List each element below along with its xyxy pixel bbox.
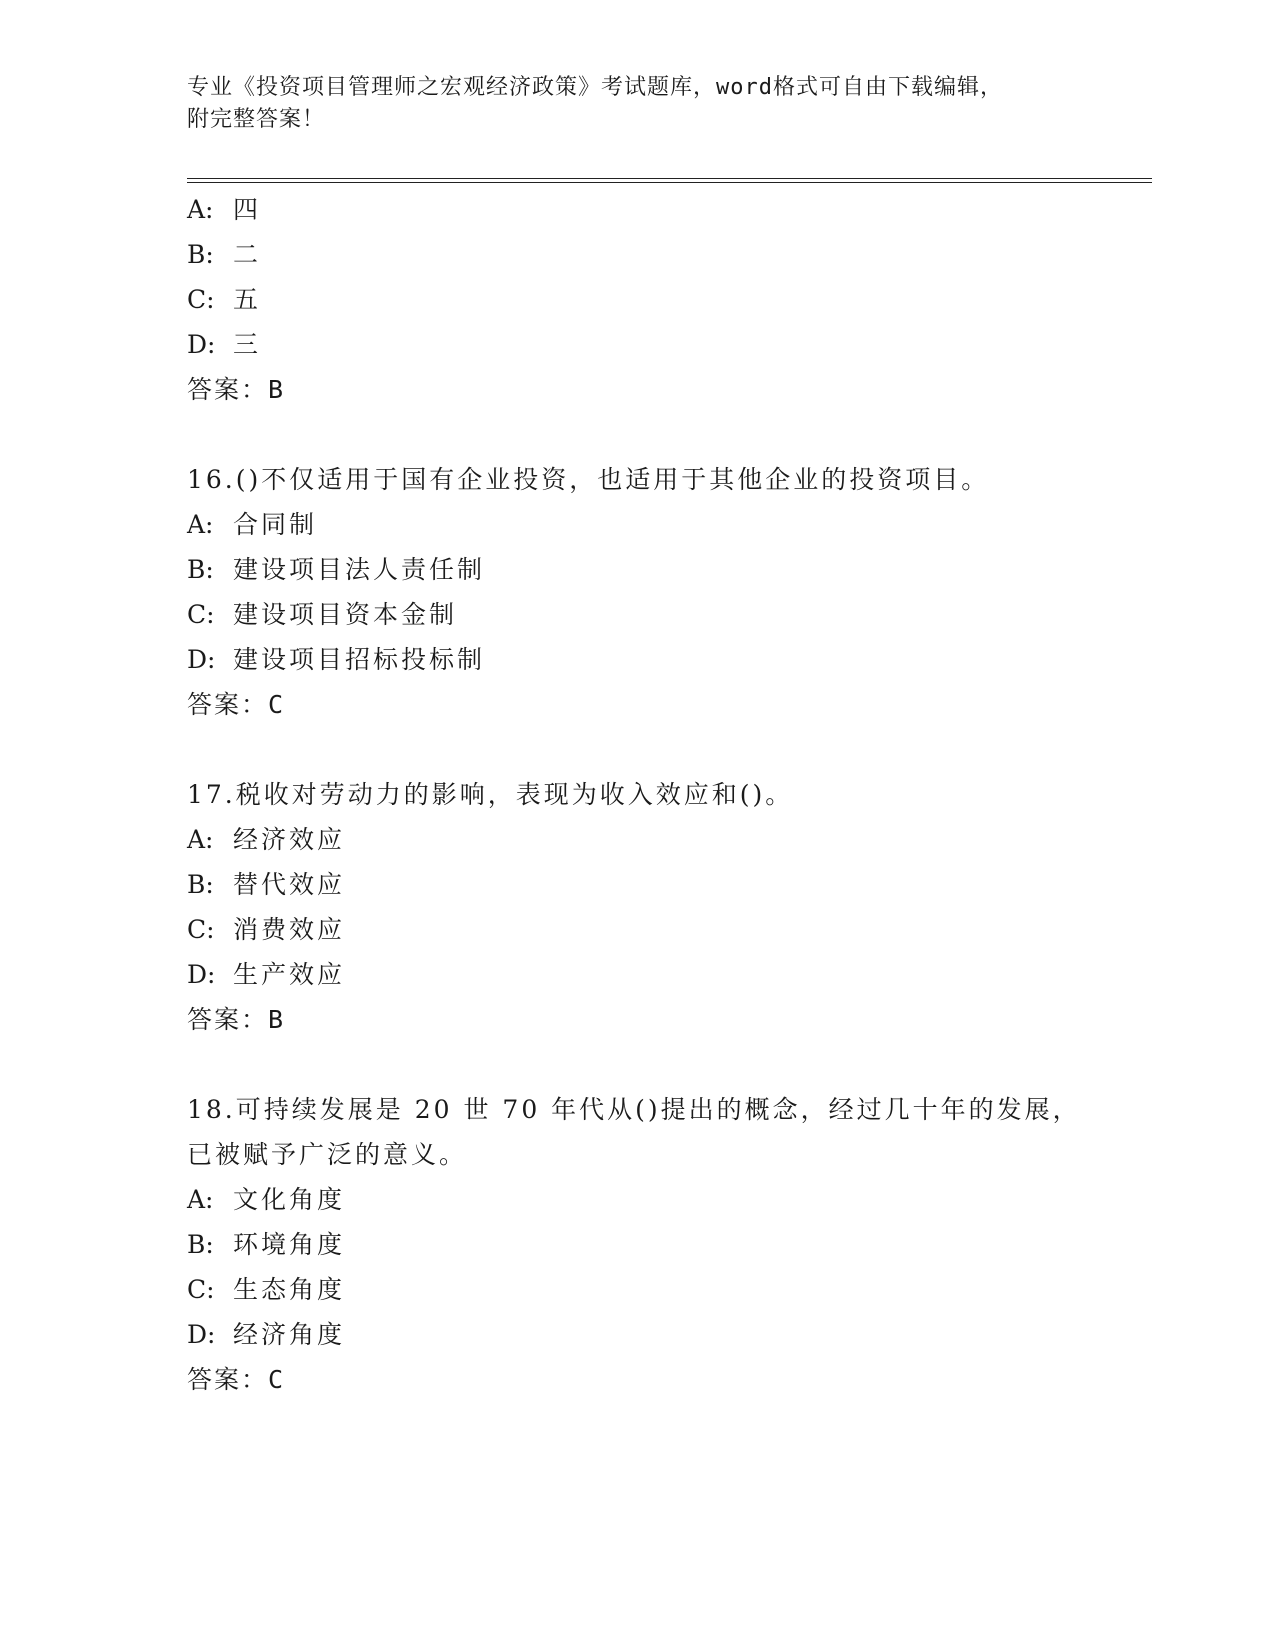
option-text: 生产效应 <box>233 960 346 989</box>
header-text-a: 专业《投资项目管理师之宏观经济政策》考试题库， <box>187 75 717 100</box>
header-text-b: 格式可自由下载编辑， <box>773 75 1004 100</box>
option-text: 替代效应 <box>233 870 346 899</box>
option-label: C: <box>187 600 215 629</box>
q17-option-c <box>187 913 345 947</box>
option-label: D: <box>187 960 216 989</box>
answer-key: C <box>268 690 286 719</box>
q18-option-d <box>187 1318 345 1352</box>
header-line-2: 附完整答案！ <box>187 107 326 132</box>
option-label: A: <box>187 825 214 854</box>
q17-option-b <box>187 868 345 902</box>
option-text: 经济角度 <box>233 1320 346 1349</box>
option-text: 生态角度 <box>233 1275 346 1304</box>
header-divider-bottom <box>187 182 1152 183</box>
option-text: 建设项目资本金制 <box>233 600 458 629</box>
q15-option-a <box>187 193 261 227</box>
option-label: B: <box>187 870 214 899</box>
answer-label: 答案： <box>187 690 269 719</box>
option-text: 环境角度 <box>233 1230 346 1259</box>
answer-key: B <box>268 375 286 404</box>
option-text: 四 <box>233 195 262 224</box>
answer-label: 答案： <box>187 375 269 404</box>
q16-question: 16.()不仅适用于国有企业投资，也适用于其他企业的投资项目。 <box>187 465 990 494</box>
q15-option-b <box>187 238 261 272</box>
option-text: 合同制 <box>233 510 318 539</box>
option-label: A: <box>187 510 214 539</box>
option-label: D: <box>187 330 216 359</box>
q18-question-line-2: 已被赋予广泛的意义。 <box>187 1140 468 1169</box>
option-label: C: <box>187 1275 215 1304</box>
option-text: 建设项目法人责任制 <box>233 555 486 584</box>
option-label: B: <box>187 555 214 584</box>
q16-option-d <box>187 643 485 677</box>
answer-label: 答案： <box>187 1365 269 1394</box>
q18-answer <box>187 1363 285 1397</box>
option-label: B: <box>187 240 214 269</box>
document-header <box>187 72 1087 136</box>
q18-option-a <box>187 1183 345 1217</box>
q16-option-b <box>187 553 485 587</box>
header-divider-top <box>187 178 1152 179</box>
q17-option-a <box>187 823 345 857</box>
option-text: 二 <box>233 240 262 269</box>
q15-answer <box>187 373 285 407</box>
option-text: 五 <box>233 285 262 314</box>
option-label: D: <box>187 645 216 674</box>
q18-option-b <box>187 1228 345 1262</box>
option-label: D: <box>187 1320 216 1349</box>
option-text: 文化角度 <box>233 1185 346 1214</box>
q16-option-a <box>187 508 317 542</box>
answer-key: C <box>268 1365 286 1394</box>
q18-question-line-1: 18.可持续发展是 20 世 70 年代从()提出的概念，经过几十年的发展， <box>187 1095 1081 1124</box>
q15-option-c <box>187 283 261 317</box>
option-text: 建设项目招标投标制 <box>233 645 486 674</box>
option-label: B: <box>187 1230 214 1259</box>
option-text: 消费效应 <box>233 915 346 944</box>
option-label: C: <box>187 285 215 314</box>
option-text: 三 <box>233 330 262 359</box>
header-text-word: word <box>716 75 773 100</box>
q17-option-d <box>187 958 345 992</box>
q15-option-d <box>187 328 261 362</box>
option-label: A: <box>187 1185 214 1214</box>
answer-label: 答案： <box>187 1005 269 1034</box>
q17-answer <box>187 1003 285 1037</box>
option-text: 经济效应 <box>233 825 346 854</box>
q16-option-c <box>187 598 457 632</box>
header-line-1 <box>187 72 1087 104</box>
answer-key: B <box>268 1005 286 1034</box>
q17-question: 17.税收对劳动力的影响，表现为收入效应和()。 <box>187 780 794 809</box>
option-label: A: <box>187 195 214 224</box>
option-label: C: <box>187 915 215 944</box>
q18-option-c <box>187 1273 345 1307</box>
q16-answer <box>187 688 285 722</box>
